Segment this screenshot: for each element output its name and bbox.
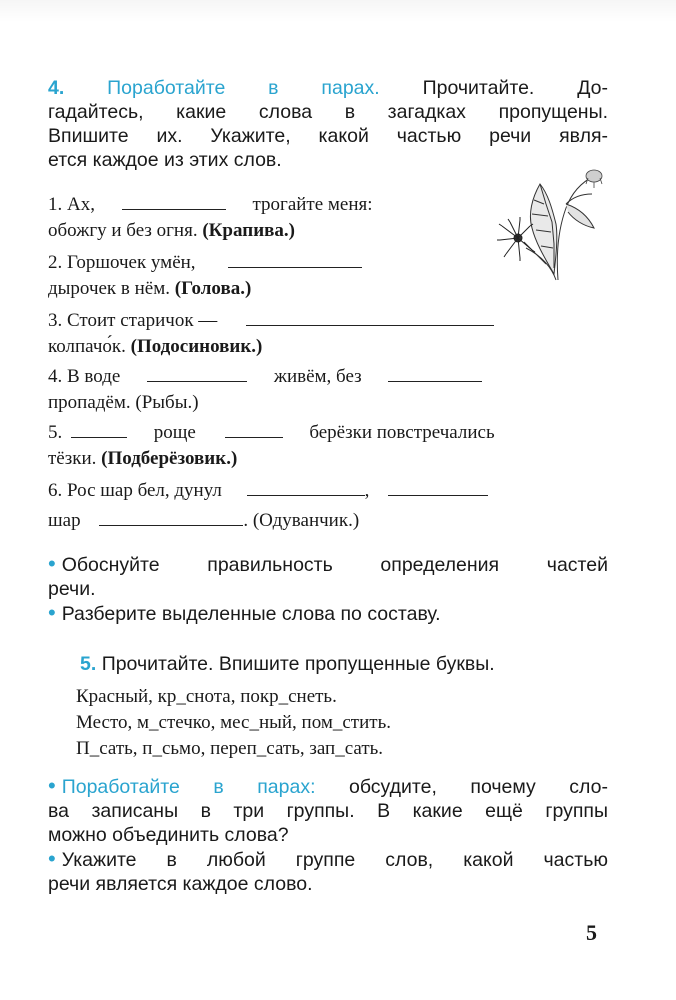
ex4-line1-rest: Прочитайте. До- [422,77,608,99]
riddle-5-blank-1[interactable] [71,423,127,438]
riddle-4-blank-1[interactable] [147,367,247,382]
riddle-3-blank[interactable] [246,311,494,326]
riddle-5-text-c: тёзки. [48,448,97,469]
riddle-3-answer: (Подосиновик.) [130,336,263,357]
exercise-5-number: 5. [80,653,97,675]
riddle-1-text-c: обожгу и без огня. [48,220,198,241]
riddle-6-blank-2[interactable] [388,481,488,496]
riddle-1-line-1 [48,192,373,218]
riddle-2-line-2 [48,276,251,302]
task-discuss-line-3: можно объединить слова? [48,824,289,846]
task-discuss-line-1 [48,774,608,799]
riddle-3-text-c: колпачо́к. [48,336,126,357]
riddle-2-text-c: дырочек в нём. [48,278,171,299]
riddle-6-line-2 [48,508,359,534]
riddle-1-line-2 [48,218,295,244]
riddle-1-text-b: трогайте меня: [252,194,373,215]
riddle-3-line-1 [48,308,494,334]
riddle-4-line-1 [48,364,482,390]
task-discuss-line-2: ва записаны в три группы. В какие ещё группы [48,800,608,822]
ex5-words-1: Красный, кр_снота, покр_снеть. [76,686,337,707]
task-identify-text-1: Укажите в любой группе слов, какой частью [61,849,608,871]
exercise-5-text: Прочитайте. Впишите пропущенные буквы. [101,653,495,675]
ex4-line-1 [48,76,608,100]
riddle-6-comma: , [364,480,370,501]
riddle-5-blank-2[interactable] [225,423,283,438]
riddle-1-text-a: 1. Ах, [48,194,95,215]
task-discuss-text-1: обсудите, почему сло- [349,776,608,798]
page-number: 5 [586,920,597,945]
ex5-words-3: П_сать, п_сьмо, переп_сать, зап_сать. [76,738,384,759]
riddle-2-answer: (Голова.) [174,278,252,299]
riddle-2-blank[interactable] [228,253,362,268]
dandelion-illustration [496,164,608,282]
ex4-line-3: Впишите их. Укажите, какой частью речи явля- [48,125,608,147]
bullet-icon: • [48,600,56,625]
bullet-icon: • [48,773,56,798]
task-parse-text: Разберите выделенные слова по составу. [61,603,441,625]
ex4-line-4: ется каждое из этих слов. [48,149,282,171]
ex5-words-2: Место, м_стечко, мес_ный, пом_стить. [76,712,391,733]
pair-work-label: Поработайте в парах. [107,77,380,99]
riddle-5-text-b: роще [153,422,196,443]
dandelion-stem [557,176,594,280]
top-shadow [0,0,676,22]
riddle-6-blank-1[interactable] [247,481,365,496]
task-identify-line-2: речи является каждое слово. [48,873,313,895]
riddle-5-text-a: 5. [48,422,63,443]
riddle-2-text-a: 2. Горшочек умён, [48,252,196,273]
riddle-5-line-2 [48,446,237,472]
riddle-4-text-a: 4. В воде [48,366,121,387]
task-justify-text-1: Обоснуйте правильность определения частей [61,554,608,576]
bullet-icon: • [48,551,56,576]
pair-work-label-2: Поработайте в парах: [61,776,316,798]
riddle-5-line-1 [48,420,495,446]
riddle-2-line-1 [48,250,362,276]
riddle-5-text-d: берёзки повстречались [309,422,495,443]
dandelion-bud [586,170,602,188]
riddle-5-answer: (Подберёзовик.) [101,448,238,469]
task-identify-line-1 [48,847,608,872]
exercise-4-instructions [48,76,608,172]
riddle-4-line-2: пропадём. (Рыбы.) [48,392,199,413]
exercise-4-number: 4. [48,77,65,99]
riddle-1-blank[interactable] [122,195,226,210]
riddle-6-text-c: шар [48,510,81,531]
ex4-line-2: гадайтесь, какие слова в загадках пропущены. [48,101,608,123]
riddle-6-blank-3[interactable] [99,511,243,526]
riddle-3-line-2 [48,334,262,360]
riddle-3-text-a: 3. Стоит старичок — [48,310,218,331]
task-parse-line [48,601,608,626]
exercise-5-instruction [80,652,600,676]
task-justify-line-1 [48,552,608,577]
riddle-6-text-a: 6. Рос шар бел, дунул [48,480,222,501]
dandelion-flower [497,217,535,261]
ex5-tasks [48,774,608,896]
riddle-4-blank-2[interactable] [388,367,482,382]
riddle-4-text-b: живём, без [273,366,362,387]
bullet-icon: • [48,846,56,871]
riddle-6-line-1 [48,478,488,504]
task-justify-line-2: речи. [48,578,96,600]
riddle-6-text-end: . (Одуванчик.) [243,510,360,531]
riddle-1-answer: (Крапива.) [202,220,295,241]
ex4-tasks [48,552,608,626]
